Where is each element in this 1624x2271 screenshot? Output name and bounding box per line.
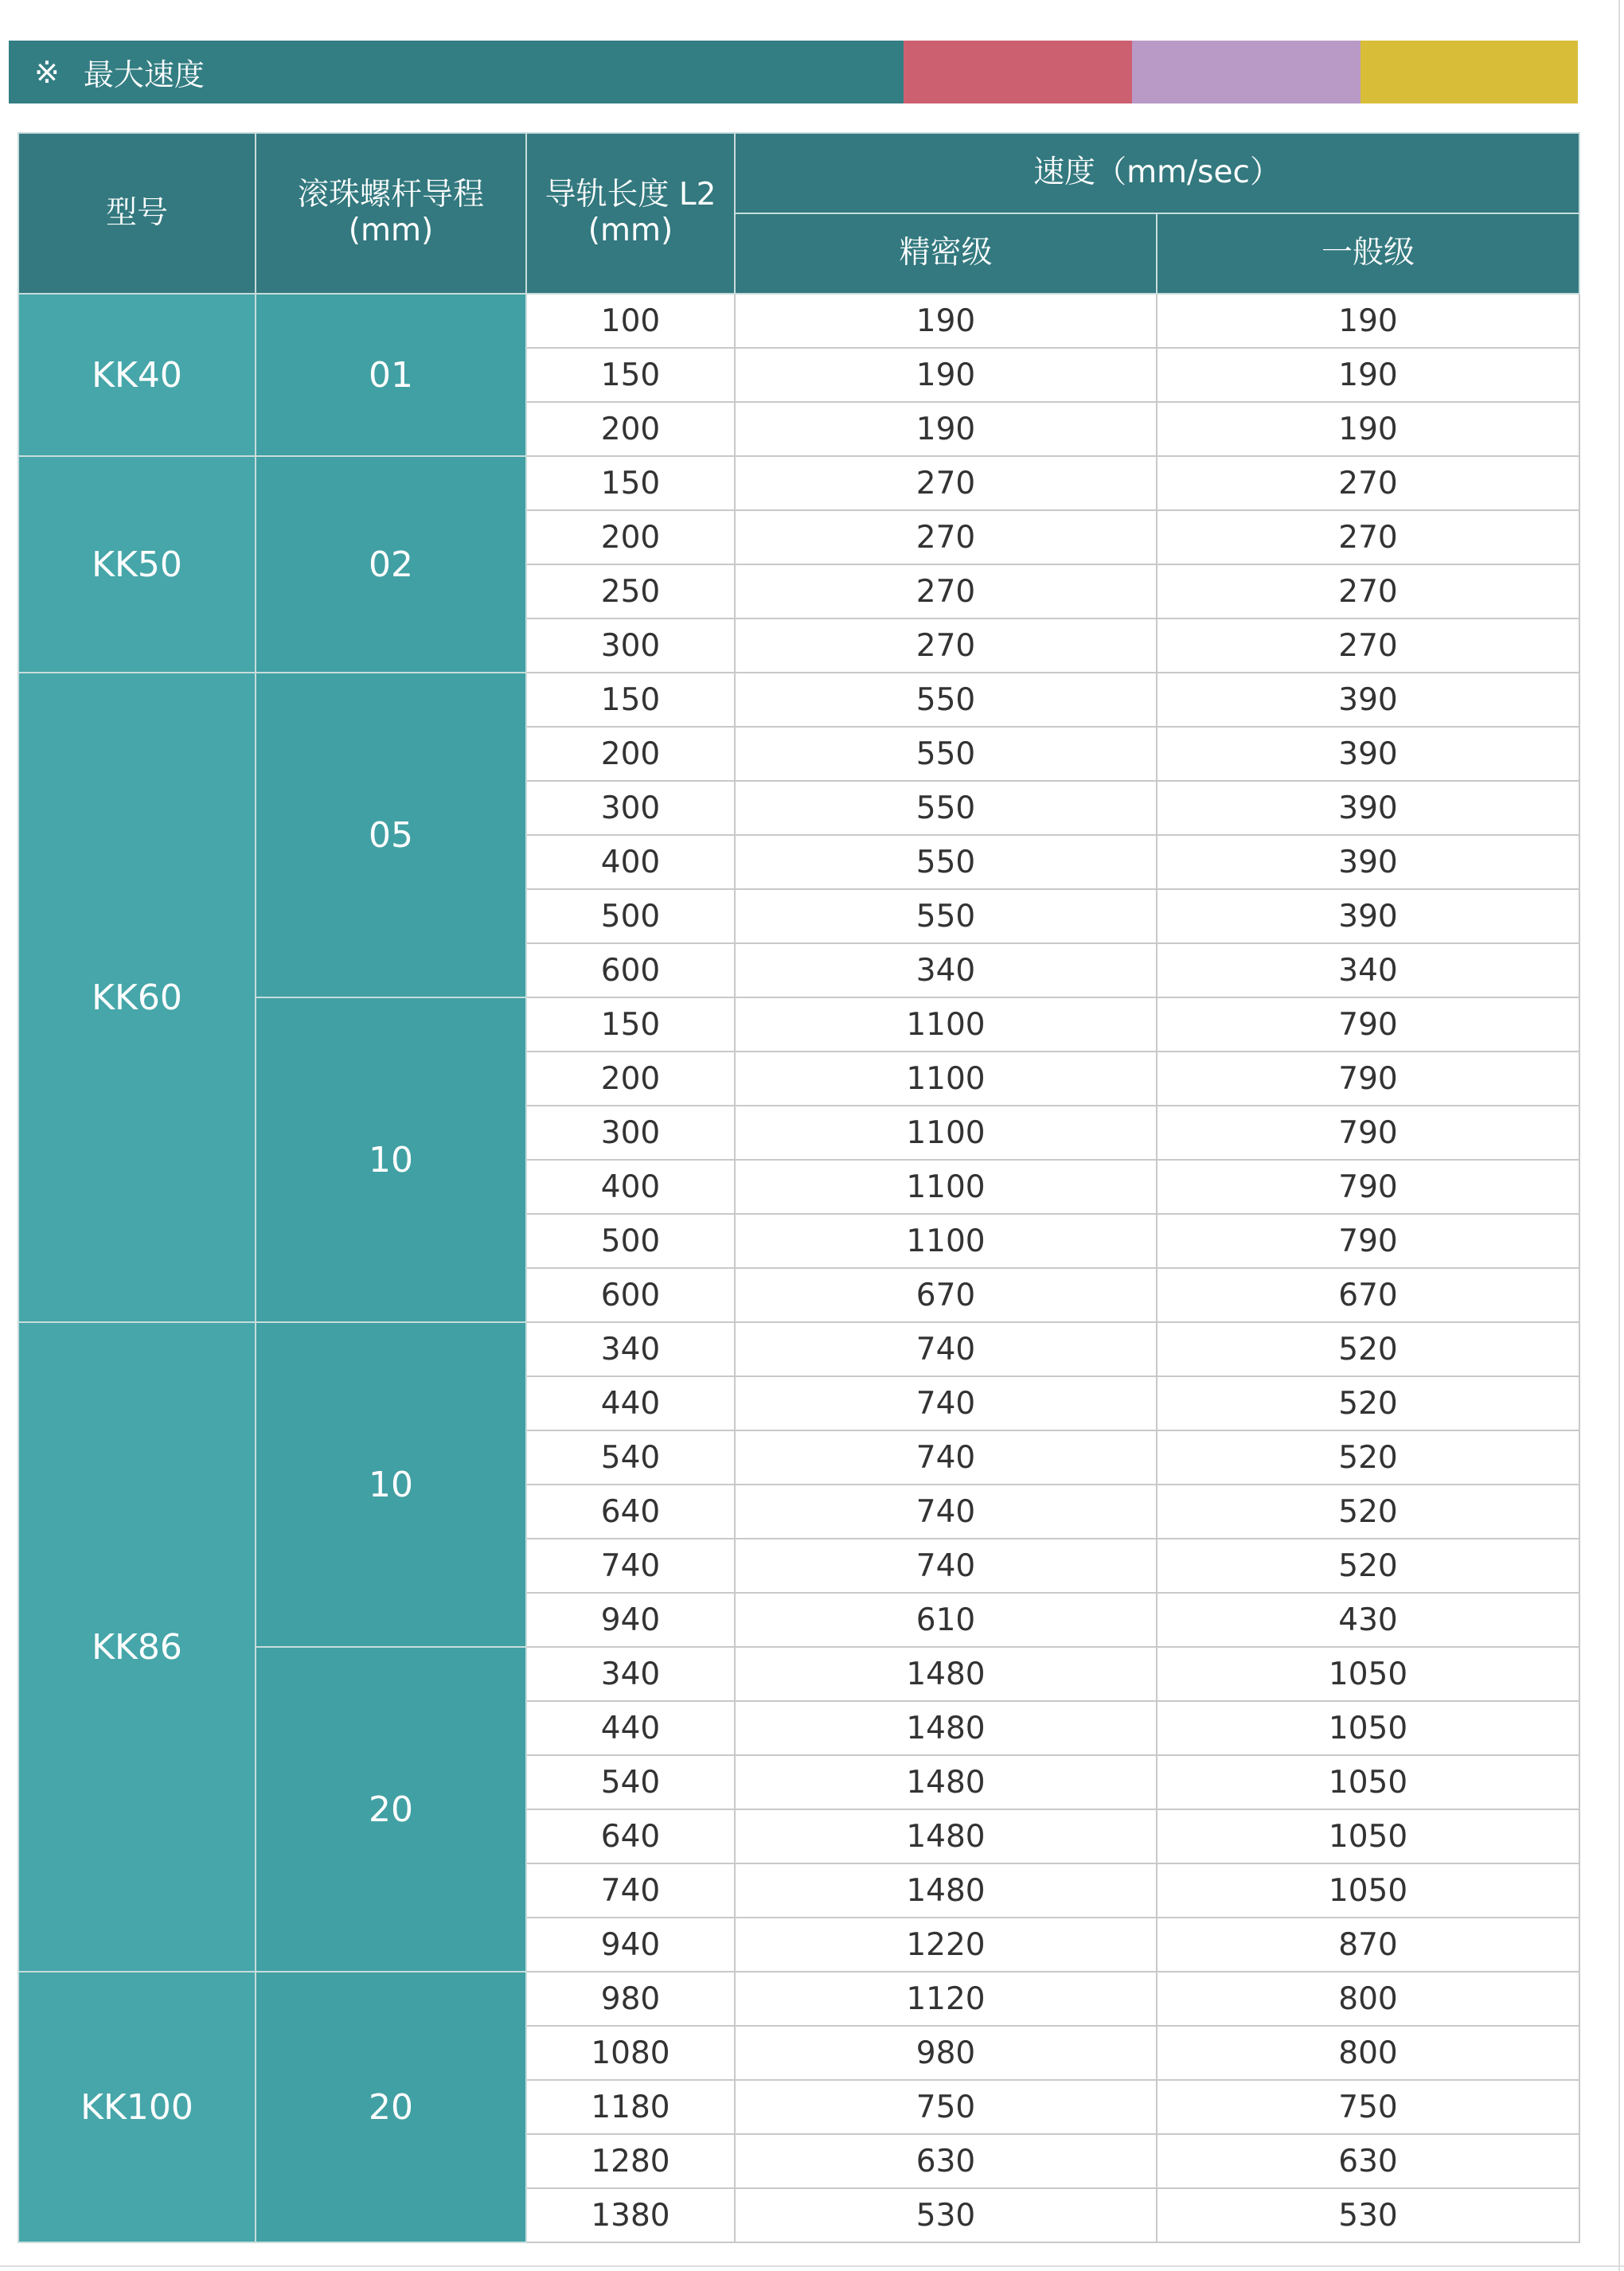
general-speed-cell: 790 bbox=[1157, 1160, 1579, 1214]
color-swatch-yellow bbox=[1360, 41, 1578, 103]
general-speed-cell: 190 bbox=[1157, 294, 1579, 348]
lead-cell: 20 bbox=[256, 1647, 526, 1972]
precision-speed-cell: 550 bbox=[735, 727, 1157, 781]
general-speed-cell: 270 bbox=[1157, 618, 1579, 673]
precision-speed-cell: 1100 bbox=[735, 997, 1157, 1052]
precision-speed-cell: 550 bbox=[735, 781, 1157, 835]
rail-length-cell: 1280 bbox=[526, 2134, 735, 2188]
general-speed-cell: 270 bbox=[1157, 564, 1579, 618]
precision-speed-cell: 610 bbox=[735, 1593, 1157, 1647]
max-speed-table bbox=[18, 132, 1580, 2243]
precision-speed-cell: 750 bbox=[735, 2080, 1157, 2134]
general-speed-cell: 190 bbox=[1157, 348, 1579, 402]
general-speed-cell: 1050 bbox=[1157, 1809, 1579, 1863]
rail-length-cell: 200 bbox=[526, 510, 735, 564]
general-speed-cell: 520 bbox=[1157, 1539, 1579, 1593]
rail-length-cell: 640 bbox=[526, 1485, 735, 1539]
precision-speed-cell: 740 bbox=[735, 1430, 1157, 1485]
general-speed-cell: 630 bbox=[1157, 2134, 1579, 2188]
rail-length-cell: 100 bbox=[526, 294, 735, 348]
rail-length-cell: 250 bbox=[526, 564, 735, 618]
table-row bbox=[18, 1322, 1579, 1376]
precision-speed-cell: 1100 bbox=[735, 1106, 1157, 1160]
precision-speed-cell: 270 bbox=[735, 510, 1157, 564]
precision-speed-cell: 1100 bbox=[735, 1214, 1157, 1268]
rail-length-cell: 640 bbox=[526, 1809, 735, 1863]
rail-length-cell: 500 bbox=[526, 1214, 735, 1268]
precision-speed-cell: 1480 bbox=[735, 1701, 1157, 1755]
rail-length-cell: 400 bbox=[526, 1160, 735, 1214]
section-title-bar bbox=[9, 41, 1578, 103]
header-rail-length: 导轨长度 L2 (mm) bbox=[526, 133, 735, 294]
general-speed-cell: 390 bbox=[1157, 781, 1579, 835]
lead-cell: 01 bbox=[256, 294, 526, 456]
precision-speed-cell: 1220 bbox=[735, 1918, 1157, 1972]
header-general-grade: 一般级 bbox=[1157, 213, 1579, 294]
rail-length-cell: 440 bbox=[526, 1701, 735, 1755]
rail-length-cell: 340 bbox=[526, 1647, 735, 1701]
precision-speed-cell: 270 bbox=[735, 564, 1157, 618]
table-row bbox=[18, 294, 1579, 348]
rail-length-cell: 600 bbox=[526, 1268, 735, 1322]
general-speed-cell: 390 bbox=[1157, 673, 1579, 727]
precision-speed-cell: 1100 bbox=[735, 1052, 1157, 1106]
table-row bbox=[18, 673, 1579, 727]
rail-length-cell: 500 bbox=[526, 889, 735, 943]
general-speed-cell: 1050 bbox=[1157, 1755, 1579, 1809]
general-speed-cell: 340 bbox=[1157, 943, 1579, 997]
general-speed-cell: 800 bbox=[1157, 2026, 1579, 2080]
general-speed-cell: 270 bbox=[1157, 456, 1579, 510]
rail-length-cell: 150 bbox=[526, 348, 735, 402]
rail-length-cell: 1080 bbox=[526, 2026, 735, 2080]
rail-length-cell: 540 bbox=[526, 1430, 735, 1485]
rail-length-cell: 440 bbox=[526, 1376, 735, 1430]
precision-speed-cell: 630 bbox=[735, 2134, 1157, 2188]
general-speed-cell: 520 bbox=[1157, 1322, 1579, 1376]
frame-line-right bbox=[1618, 0, 1620, 2271]
general-speed-cell: 390 bbox=[1157, 727, 1579, 781]
rail-length-cell: 340 bbox=[526, 1322, 735, 1376]
precision-speed-cell: 1480 bbox=[735, 1755, 1157, 1809]
rail-length-cell: 150 bbox=[526, 673, 735, 727]
general-speed-cell: 1050 bbox=[1157, 1863, 1579, 1918]
rail-length-cell: 540 bbox=[526, 1755, 735, 1809]
rail-length-cell: 940 bbox=[526, 1593, 735, 1647]
header-precision-grade: 精密级 bbox=[735, 213, 1157, 294]
precision-speed-cell: 550 bbox=[735, 835, 1157, 889]
rail-length-cell: 400 bbox=[526, 835, 735, 889]
color-swatch-lavender bbox=[1132, 41, 1360, 103]
rail-length-cell: 740 bbox=[526, 1863, 735, 1918]
general-speed-cell: 750 bbox=[1157, 2080, 1579, 2134]
color-swatch-red bbox=[904, 41, 1132, 103]
rail-length-cell: 1180 bbox=[526, 2080, 735, 2134]
precision-speed-cell: 1100 bbox=[735, 1160, 1157, 1214]
frame-line-bottom bbox=[0, 2265, 1624, 2267]
precision-speed-cell: 340 bbox=[735, 943, 1157, 997]
section-title bbox=[9, 41, 904, 103]
general-speed-cell: 790 bbox=[1157, 997, 1579, 1052]
rail-length-cell: 740 bbox=[526, 1539, 735, 1593]
lead-cell: 10 bbox=[256, 997, 526, 1322]
lead-cell: 02 bbox=[256, 456, 526, 673]
precision-speed-cell: 740 bbox=[735, 1376, 1157, 1430]
precision-speed-cell: 190 bbox=[735, 348, 1157, 402]
model-cell: KK40 bbox=[18, 294, 256, 456]
precision-speed-cell: 670 bbox=[735, 1268, 1157, 1322]
rail-length-cell: 200 bbox=[526, 727, 735, 781]
header-ball-screw-lead: 滚珠螺杆导程 (mm) bbox=[256, 133, 526, 294]
reference-mark-icon: ※ bbox=[34, 54, 60, 90]
precision-speed-cell: 550 bbox=[735, 889, 1157, 943]
general-speed-cell: 520 bbox=[1157, 1376, 1579, 1430]
rail-length-cell: 980 bbox=[526, 1972, 735, 2026]
table-row bbox=[18, 1972, 1579, 2026]
precision-speed-cell: 980 bbox=[735, 2026, 1157, 2080]
precision-speed-cell: 530 bbox=[735, 2188, 1157, 2242]
precision-speed-cell: 1120 bbox=[735, 1972, 1157, 2026]
model-cell: KK100 bbox=[18, 1972, 256, 2242]
general-speed-cell: 190 bbox=[1157, 402, 1579, 456]
model-cell: KK86 bbox=[18, 1322, 256, 1972]
rail-length-cell: 150 bbox=[526, 456, 735, 510]
general-speed-cell: 790 bbox=[1157, 1052, 1579, 1106]
general-speed-cell: 1050 bbox=[1157, 1701, 1579, 1755]
general-speed-cell: 530 bbox=[1157, 2188, 1579, 2242]
lead-cell: 20 bbox=[256, 1972, 526, 2242]
precision-speed-cell: 1480 bbox=[735, 1863, 1157, 1918]
rail-length-cell: 200 bbox=[526, 402, 735, 456]
section-title-text: 最大速度 bbox=[83, 57, 205, 92]
rail-length-cell: 1380 bbox=[526, 2188, 735, 2242]
rail-length-cell: 940 bbox=[526, 1918, 735, 1972]
lead-cell: 05 bbox=[256, 673, 526, 997]
precision-speed-cell: 190 bbox=[735, 294, 1157, 348]
general-speed-cell: 430 bbox=[1157, 1593, 1579, 1647]
general-speed-cell: 390 bbox=[1157, 889, 1579, 943]
precision-speed-cell: 1480 bbox=[735, 1809, 1157, 1863]
table-body bbox=[18, 294, 1579, 2242]
rail-length-cell: 150 bbox=[526, 997, 735, 1052]
general-speed-cell: 790 bbox=[1157, 1106, 1579, 1160]
general-speed-cell: 390 bbox=[1157, 835, 1579, 889]
precision-speed-cell: 740 bbox=[735, 1322, 1157, 1376]
rail-length-cell: 200 bbox=[526, 1052, 735, 1106]
header-model: 型号 bbox=[18, 133, 256, 294]
precision-speed-cell: 550 bbox=[735, 673, 1157, 727]
precision-speed-cell: 190 bbox=[735, 402, 1157, 456]
general-speed-cell: 870 bbox=[1157, 1918, 1579, 1972]
precision-speed-cell: 270 bbox=[735, 456, 1157, 510]
general-speed-cell: 1050 bbox=[1157, 1647, 1579, 1701]
precision-speed-cell: 740 bbox=[735, 1539, 1157, 1593]
general-speed-cell: 670 bbox=[1157, 1268, 1579, 1322]
header-speed: 速度（mm/sec） bbox=[735, 133, 1579, 213]
model-cell: KK50 bbox=[18, 456, 256, 673]
lead-cell: 10 bbox=[256, 1322, 526, 1647]
rail-length-cell: 300 bbox=[526, 781, 735, 835]
rail-length-cell: 300 bbox=[526, 618, 735, 673]
general-speed-cell: 520 bbox=[1157, 1430, 1579, 1485]
rail-length-cell: 300 bbox=[526, 1106, 735, 1160]
precision-speed-cell: 740 bbox=[735, 1485, 1157, 1539]
model-cell: KK60 bbox=[18, 673, 256, 1322]
general-speed-cell: 800 bbox=[1157, 1972, 1579, 2026]
general-speed-cell: 790 bbox=[1157, 1214, 1579, 1268]
precision-speed-cell: 1480 bbox=[735, 1647, 1157, 1701]
table-row bbox=[18, 456, 1579, 510]
precision-speed-cell: 270 bbox=[735, 618, 1157, 673]
rail-length-cell: 600 bbox=[526, 943, 735, 997]
general-speed-cell: 270 bbox=[1157, 510, 1579, 564]
general-speed-cell: 520 bbox=[1157, 1485, 1579, 1539]
